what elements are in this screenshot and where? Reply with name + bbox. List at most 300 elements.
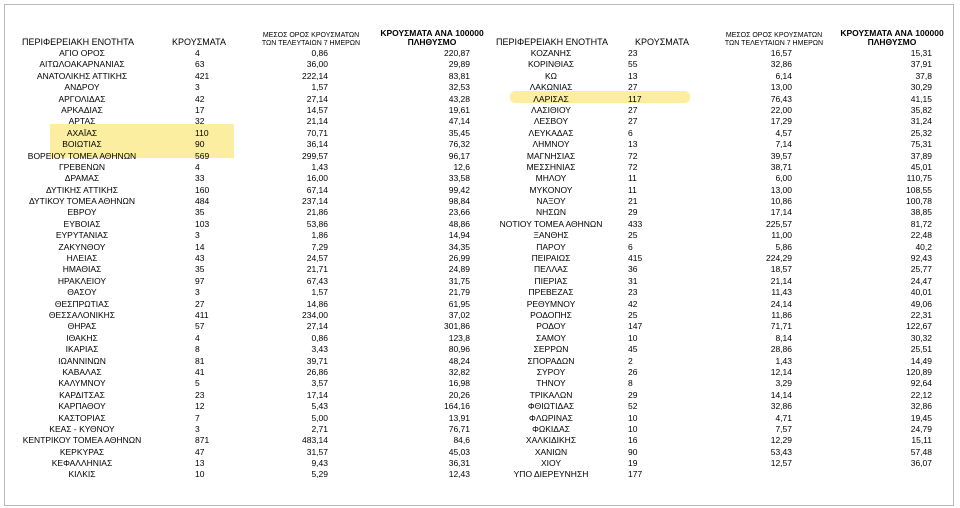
cell-avg7: 53,43 xyxy=(770,446,792,457)
cell-area: ΘΗΡΑΣ xyxy=(67,321,97,332)
cell-area: ΦΛΩΡΙΝΑΣ xyxy=(529,412,573,423)
cell-cases: 415 xyxy=(628,253,643,264)
cell-per100k: 19,45 xyxy=(910,412,932,423)
cell-cases: 16 xyxy=(628,435,638,446)
table-row xyxy=(0,264,480,275)
cell-area: ΗΡΑΚΛΕΙΟΥ xyxy=(57,275,107,286)
cell-area: ΙΚΑΡΙΑΣ xyxy=(65,344,99,355)
cell-area: ΝΗΣΩΝ xyxy=(535,207,567,218)
cell-area: ΑΡΚΑΔΙΑΣ xyxy=(61,104,103,115)
cell-area: ΒΟΙΩΤΙΑΣ xyxy=(62,139,102,150)
table-row xyxy=(480,333,956,344)
cell-per100k: 30,29 xyxy=(910,82,932,93)
cell-avg7: 17,29 xyxy=(770,116,792,127)
table-row xyxy=(0,401,480,412)
table-row xyxy=(0,310,480,321)
cell-cases: 13 xyxy=(195,458,205,469)
cell-avg7: 237,14 xyxy=(302,196,328,207)
cell-cases: 27 xyxy=(628,116,638,127)
table-row xyxy=(0,151,480,162)
cell-cases: 36 xyxy=(628,264,638,275)
cell-area: ΔΥΤΙΚΗΣ ΑΤΤΙΚΗΣ xyxy=(45,184,119,195)
cell-avg7: 31,57 xyxy=(306,446,328,457)
cell-area: ΛΑΡΙΣΑΣ xyxy=(533,93,569,104)
table-row xyxy=(0,71,480,82)
table-row xyxy=(0,356,480,367)
cell-cases: 433 xyxy=(628,218,643,229)
cell-per100k: 80,96 xyxy=(448,344,470,355)
cell-avg7: 7,29 xyxy=(311,241,328,252)
table-row xyxy=(480,401,956,412)
cell-per100k: 81,72 xyxy=(910,218,932,229)
cell-avg7: 1,43 xyxy=(775,355,792,366)
header-area: ΠΕΡΙΦΕΡΕΙΑΚΗ ΕΝΟΤΗΤΑ xyxy=(21,36,135,47)
cell-per100k: 47,14 xyxy=(448,116,470,127)
cell-per100k: 31,24 xyxy=(910,116,932,127)
cell-avg7: 224,29 xyxy=(766,253,792,264)
cell-area: ΚΩ xyxy=(544,70,558,81)
table-row xyxy=(0,299,480,310)
cell-cases: 19 xyxy=(628,458,638,469)
cell-cases: 5 xyxy=(195,378,200,389)
cell-per100k: 75,31 xyxy=(910,139,932,150)
cell-area: ΕΥΡΥΤΑΝΙΑΣ xyxy=(55,230,109,241)
cell-per100k: 38,85 xyxy=(910,207,932,218)
cell-per100k: 36,31 xyxy=(448,458,470,469)
cell-area: ΚΙΛΚΙΣ xyxy=(68,469,96,480)
cell-per100k: 14,49 xyxy=(910,355,932,366)
cell-cases: 90 xyxy=(195,139,205,150)
cell-cases: 10 xyxy=(628,423,638,434)
table-row xyxy=(0,196,480,207)
cell-cases: 10 xyxy=(628,332,638,343)
cell-cases: 484 xyxy=(195,196,210,207)
cell-avg7: 6,14 xyxy=(775,70,792,81)
cell-avg7: 10,86 xyxy=(770,196,792,207)
cell-area: ΚΟΡΙΝΘΙΑΣ xyxy=(527,59,575,70)
cell-per100k: 34,35 xyxy=(448,241,470,252)
cell-cases: 57 xyxy=(195,321,205,332)
cell-avg7: 21,14 xyxy=(770,275,792,286)
cell-cases: 6 xyxy=(628,241,633,252)
cell-per100k: 25,77 xyxy=(910,264,932,275)
cell-avg7: 67,43 xyxy=(306,275,328,286)
cell-avg7: 5,29 xyxy=(311,469,328,480)
table-row xyxy=(0,413,480,424)
table-row xyxy=(0,287,480,298)
cell-cases: 14 xyxy=(195,241,205,252)
cell-cases: 72 xyxy=(628,161,638,172)
table-row xyxy=(0,344,480,355)
cell-area: ΥΠΟ ΔΙΕΡΕΥΝΗΣΗ xyxy=(513,469,589,480)
cell-cases: 871 xyxy=(195,435,210,446)
header-cases: ΚΡΟΥΣΜΑΤΑ xyxy=(172,36,226,47)
cell-area: ΧΙΟΥ xyxy=(540,458,562,469)
cell-cases: 63 xyxy=(195,59,205,70)
table-row xyxy=(480,82,956,93)
cell-cases: 103 xyxy=(195,218,210,229)
cell-per100k: 41,15 xyxy=(910,93,932,104)
cell-area: ΚΕΝΤΡΙΚΟΥ ΤΟΜΕΑ ΑΘΗΝΩΝ xyxy=(22,435,142,446)
cell-area: ΑΝΑΤΟΛΙΚΗΣ ΑΤΤΙΚΗΣ xyxy=(36,70,128,81)
cell-cases: 72 xyxy=(628,150,638,161)
cell-area: ΠΕΛΛΑΣ xyxy=(533,264,569,275)
table-row xyxy=(0,276,480,287)
cell-per100k: 92,43 xyxy=(910,253,932,264)
cell-per100k: 12,6 xyxy=(453,161,470,172)
cell-area: ΕΒΡΟΥ xyxy=(67,207,97,218)
cell-area: ΑΡΤΑΣ xyxy=(68,116,96,127)
cell-avg7: 14,86 xyxy=(306,298,328,309)
cell-area: ΗΜΑΘΙΑΣ xyxy=(62,264,102,275)
cell-avg7: 36,14 xyxy=(306,139,328,150)
cell-avg7: 1,86 xyxy=(311,230,328,241)
cell-per100k: 22,48 xyxy=(910,230,932,241)
table-row xyxy=(0,435,480,446)
cell-cases: 12 xyxy=(195,401,205,412)
table-row xyxy=(480,435,956,446)
cell-cases: 33 xyxy=(195,173,205,184)
cell-area: ΚΑΡΠΑΘΟΥ xyxy=(58,401,106,412)
cell-cases: 11 xyxy=(628,173,637,184)
cell-area: ΛΑΣΙΘΙΟΥ xyxy=(531,104,571,115)
cell-cases: 3 xyxy=(195,423,200,434)
cell-area: ΛΑΚΩΝΙΑΣ xyxy=(529,82,573,93)
cell-cases: 21 xyxy=(628,196,638,207)
cell-cases: 569 xyxy=(195,150,210,161)
cell-avg7: 13,00 xyxy=(770,184,792,195)
cell-cases: 23 xyxy=(628,287,638,298)
cell-avg7: 6,00 xyxy=(775,173,792,184)
table-row xyxy=(0,162,480,173)
cell-avg7: 8,14 xyxy=(775,332,792,343)
cell-per100k: 26,99 xyxy=(448,253,470,264)
cell-area: ΘΕΣΣΑΛΟΝΙΚΗΣ xyxy=(48,309,116,320)
cell-cases: 3 xyxy=(195,82,200,93)
table-row xyxy=(480,378,956,389)
cell-cases: 35 xyxy=(195,264,205,275)
table-row xyxy=(480,299,956,310)
cell-per100k: 43,28 xyxy=(448,93,470,104)
cell-avg7: 18,57 xyxy=(770,264,792,275)
cell-cases: 2 xyxy=(628,355,633,366)
table-row xyxy=(0,173,480,184)
table-row xyxy=(480,447,956,458)
table-row xyxy=(480,116,956,127)
cell-per100k: 21,79 xyxy=(448,287,470,298)
cell-avg7: 67,14 xyxy=(306,184,328,195)
cell-per100k: 14,94 xyxy=(448,230,470,241)
cell-area: ΔΥΤΙΚΟΥ ΤΟΜΕΑ ΑΘΗΝΩΝ xyxy=(28,196,136,207)
table-row xyxy=(0,321,480,332)
cell-cases: 13 xyxy=(628,139,638,150)
table-row xyxy=(480,196,956,207)
table-row xyxy=(480,139,956,150)
cell-avg7: 11,43 xyxy=(771,287,792,298)
cell-per100k: 24,79 xyxy=(910,423,932,434)
cell-cases: 7 xyxy=(195,412,200,423)
table-row xyxy=(0,185,480,196)
cell-cases: 45 xyxy=(628,344,638,355)
cell-cases: 23 xyxy=(195,389,205,400)
cell-avg7: 27,14 xyxy=(306,93,328,104)
cell-per100k: 164,16 xyxy=(444,401,470,412)
table-row xyxy=(480,219,956,230)
right-rows xyxy=(480,48,956,481)
cell-avg7: 36,00 xyxy=(306,59,328,70)
table-row xyxy=(480,356,956,367)
cell-per100k: 37,02 xyxy=(448,309,470,320)
cell-area: ΠΑΡΟΥ xyxy=(536,241,566,252)
left-rows xyxy=(0,48,480,481)
cell-cases: 13 xyxy=(628,70,638,81)
cell-per100k: 32,86 xyxy=(910,401,932,412)
table-row xyxy=(480,48,956,59)
cell-area: ΗΛΕΙΑΣ xyxy=(66,253,98,264)
cell-area: ΘΕΣΠΡΩΤΙΑΣ xyxy=(54,298,110,309)
cell-area: ΦΩΚΙΔΑΣ xyxy=(532,423,570,434)
cell-cases: 177 xyxy=(628,469,643,480)
table-row xyxy=(480,185,956,196)
cell-area: ΜΑΓΝΗΣΙΑΣ xyxy=(526,150,576,161)
cell-avg7: 24,14 xyxy=(770,298,792,309)
left-header xyxy=(0,0,484,48)
cell-avg7: 5,43 xyxy=(311,401,328,412)
cell-avg7: 483,14 xyxy=(302,435,328,446)
cell-avg7: 4,57 xyxy=(775,127,792,138)
cell-cases: 11 xyxy=(628,184,637,195)
cell-cases: 421 xyxy=(195,70,210,81)
cell-avg7: 38,71 xyxy=(770,161,792,172)
table-row xyxy=(480,321,956,332)
cell-per100k: 31,75 xyxy=(448,275,470,286)
cell-per100k: 98,84 xyxy=(448,196,470,207)
cell-area: ΚΕΑΣ - ΚΥΘΝΟΥ xyxy=(49,423,115,434)
cell-per100k: 40,2 xyxy=(915,241,932,252)
cell-per100k: 22,12 xyxy=(910,389,932,400)
cell-per100k: 99,42 xyxy=(448,184,470,195)
cell-area: ΓΡΕΒΕΝΩΝ xyxy=(59,161,105,172)
table-row xyxy=(480,276,956,287)
table-row xyxy=(480,94,956,105)
table-row xyxy=(480,469,956,480)
cell-cases: 27 xyxy=(628,82,638,93)
cell-area: ΚΑΡΔΙΤΣΑΣ xyxy=(59,389,105,400)
table-row xyxy=(0,82,480,93)
cell-avg7: 21,14 xyxy=(306,116,328,127)
cell-area: ΑΓΙΟ ΟΡΟΣ xyxy=(59,48,105,58)
cell-avg7: 21,71 xyxy=(306,264,328,275)
cell-cases: 31 xyxy=(628,275,638,286)
cell-per100k: 76,32 xyxy=(448,139,470,150)
cell-area: ΧΑΛΚΙΔΙΚΗΣ xyxy=(525,435,577,446)
table-row xyxy=(0,219,480,230)
cell-area: ΧΑΝΙΩΝ xyxy=(534,446,568,457)
cell-area: ΙΘΑΚΗΣ xyxy=(66,332,98,343)
cell-area: ΛΕΣΒΟΥ xyxy=(533,116,569,127)
cell-per100k: 45,03 xyxy=(448,446,470,457)
table-row xyxy=(0,128,480,139)
cell-avg7: 11,86 xyxy=(771,309,792,320)
cell-per100k: 15,31 xyxy=(910,48,932,58)
cell-cases: 3 xyxy=(195,230,200,241)
cell-per100k: 32,82 xyxy=(448,366,470,377)
cell-cases: 27 xyxy=(195,298,205,309)
cell-avg7: 234,00 xyxy=(302,309,328,320)
cell-cases: 10 xyxy=(628,412,638,423)
cell-cases: 25 xyxy=(628,230,638,241)
cell-cases: 42 xyxy=(628,298,638,309)
table-row xyxy=(480,162,956,173)
cell-area: ΠΕΙΡΑΙΩΣ xyxy=(531,253,571,264)
table-row xyxy=(480,253,956,264)
cell-per100k: 83,81 xyxy=(448,70,470,81)
header-cases: ΚΡΟΥΣΜΑΤΑ xyxy=(635,36,689,47)
cell-cases: 52 xyxy=(628,401,638,412)
cell-per100k: 33,58 xyxy=(448,173,470,184)
table-row xyxy=(480,287,956,298)
cell-cases: 411 xyxy=(195,309,209,320)
cell-cases: 6 xyxy=(628,127,633,138)
cell-cases: 25 xyxy=(628,309,638,320)
cell-area: ΜΗΛΟΥ xyxy=(535,173,567,184)
cell-area: ΠΡΕΒΕΖΑΣ xyxy=(528,287,574,298)
cell-avg7: 17,14 xyxy=(306,389,328,400)
cell-per100k: 123,8 xyxy=(448,332,470,343)
cell-cases: 29 xyxy=(628,207,638,218)
cell-area: ΘΑΣΟΥ xyxy=(67,287,97,298)
cell-avg7: 3,29 xyxy=(775,378,792,389)
table-row xyxy=(0,207,480,218)
cell-area: ΝΟΤΙΟΥ ΤΟΜΕΑ ΑΘΗΝΩΝ xyxy=(499,218,603,229)
table-row xyxy=(0,94,480,105)
cell-cases: 4 xyxy=(195,332,200,343)
cell-area: ΣΠΟΡΑΔΩΝ xyxy=(527,355,575,366)
cell-avg7: 39,57 xyxy=(770,150,792,161)
table-row xyxy=(480,458,956,469)
cell-avg7: 16,00 xyxy=(306,173,328,184)
cell-area: ΤΡΙΚΑΛΩΝ xyxy=(529,389,573,400)
table-row xyxy=(0,447,480,458)
cell-area: ΙΩΑΝΝΙΝΩΝ xyxy=(58,355,106,366)
table-row xyxy=(0,458,480,469)
table-row xyxy=(480,151,956,162)
cell-per100k: 76,71 xyxy=(448,423,470,434)
cell-avg7: 5,86 xyxy=(775,241,792,252)
cell-per100k: 37,91 xyxy=(910,59,932,70)
cell-per100k: 100,78 xyxy=(906,196,932,207)
table-row xyxy=(480,390,956,401)
cell-per100k: 49,06 xyxy=(910,298,932,309)
cell-per100k: 84,6 xyxy=(453,435,470,446)
cell-cases: 147 xyxy=(628,321,643,332)
header-area: ΠΕΡΙΦΕΡΕΙΑΚΗ ΕΝΟΤΗΤΑ xyxy=(495,36,609,47)
cell-avg7: 222,14 xyxy=(302,70,328,81)
cell-area: ΚΑΒΑΛΑΣ xyxy=(62,366,102,377)
table-row xyxy=(0,230,480,241)
cell-avg7: 32,86 xyxy=(770,59,792,70)
header-per100k: ΚΡΟΥΣΜΑΤΑ ΑΝΑ 100000 ΠΛΗΘΥΣΜΟ xyxy=(840,28,944,48)
cell-per100k: 57,48 xyxy=(910,446,932,457)
cell-area: ΕΥΒΟΙΑΣ xyxy=(63,218,101,229)
cell-avg7: 0,86 xyxy=(311,48,328,58)
cell-area: ΣΥΡΟΥ xyxy=(536,366,566,377)
table-row xyxy=(0,469,480,480)
cell-per100k: 96,17 xyxy=(448,150,470,161)
cell-cases: 8 xyxy=(628,378,633,389)
table-row xyxy=(480,173,956,184)
cell-per100k: 24,47 xyxy=(910,275,932,286)
cell-per100k: 37,89 xyxy=(910,150,932,161)
cell-cases: 26 xyxy=(628,366,638,377)
cell-avg7: 32,86 xyxy=(770,401,792,412)
cell-avg7: 12,14 xyxy=(770,366,792,377)
cell-avg7: 13,00 xyxy=(770,82,792,93)
cell-per100k: 92,64 xyxy=(910,378,932,389)
cell-per100k: 15,11 xyxy=(911,435,932,446)
cell-avg7: 12,57 xyxy=(770,458,792,469)
cell-avg7: 225,57 xyxy=(766,218,792,229)
cell-area: ΡΕΘΥΜΝΟΥ xyxy=(526,298,576,309)
cell-area: ΣΕΡΡΩΝ xyxy=(533,344,569,355)
cell-per100k: 48,86 xyxy=(448,218,470,229)
cell-area: ΚΟΖΑΝΗΣ xyxy=(530,48,572,58)
cell-per100k: 13,91 xyxy=(448,412,470,423)
cell-avg7: 70,71 xyxy=(306,127,328,138)
table-row xyxy=(0,105,480,116)
cell-area: ΤΗΝΟΥ xyxy=(536,378,566,389)
cell-per100k: 48,24 xyxy=(448,355,470,366)
cell-cases: 29 xyxy=(628,389,638,400)
table-row xyxy=(0,59,480,70)
cell-cases: 3 xyxy=(195,287,200,298)
cell-avg7: 22,00 xyxy=(770,104,792,115)
cell-area: ΔΡΑΜΑΣ xyxy=(64,173,100,184)
table-row xyxy=(480,310,956,321)
table-row xyxy=(0,48,480,59)
cell-area: ΡΟΔΟΠΗΣ xyxy=(530,309,572,320)
cell-avg7: 21,86 xyxy=(306,207,328,218)
cell-avg7: 14,57 xyxy=(306,104,328,115)
table-row xyxy=(480,367,956,378)
cell-per100k: 32,53 xyxy=(448,82,470,93)
cell-cases: 110 xyxy=(195,127,209,138)
cell-cases: 160 xyxy=(195,184,210,195)
cell-per100k: 30,32 xyxy=(910,332,932,343)
cell-per100k: 35,45 xyxy=(448,127,470,138)
table-row xyxy=(480,264,956,275)
cell-cases: 47 xyxy=(195,446,205,457)
cell-cases: 27 xyxy=(628,104,638,115)
cell-avg7: 9,43 xyxy=(311,458,328,469)
cell-per100k: 45,01 xyxy=(910,161,932,172)
cell-avg7: 17,14 xyxy=(770,207,792,218)
table-row xyxy=(0,378,480,389)
cell-cases: 8 xyxy=(195,344,200,355)
cell-area: ΑΧΑΪΑΣ xyxy=(66,127,98,138)
cell-area: ΛΗΜΝΟΥ xyxy=(532,139,570,150)
cell-avg7: 71,71 xyxy=(770,321,792,332)
cell-per100k: 25,51 xyxy=(910,344,932,355)
cell-area: ΚΕΡΚΥΡΑΣ xyxy=(59,446,105,457)
cell-avg7: 299,57 xyxy=(302,150,328,161)
cell-avg7: 16,57 xyxy=(770,48,792,58)
cell-per100k: 19,61 xyxy=(448,104,470,115)
table-row xyxy=(480,71,956,82)
cell-avg7: 26,86 xyxy=(306,366,328,377)
table-row xyxy=(0,253,480,264)
cell-area: ΡΟΔΟΥ xyxy=(536,321,566,332)
